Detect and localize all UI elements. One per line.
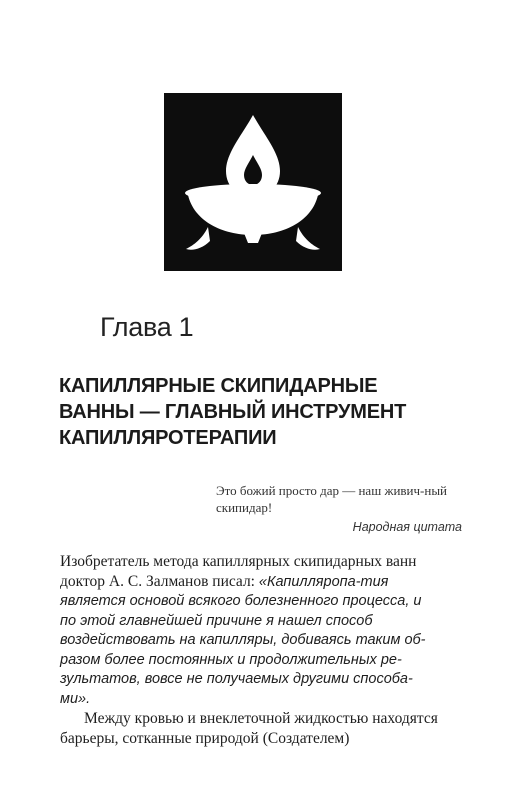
paragraph-line: Между кровью и внеклеточной жидкостью находятся [84,710,438,727]
quote-line: разом более постоянных и продолжительных ре- [60,651,402,668]
paragraph-line: Изобретатель метода капиллярных скипидарных ванн [60,553,417,570]
epigraph-text: Это божий просто дар — наш живич-ный [216,483,448,498]
body-text [60,552,452,748]
chapter-title-line: ВАННЫ — ГЛАВНЫЙ ИНСТРУМЕНТ [59,401,407,423]
chapter-emblem [164,93,342,271]
quote-line: по этой главнейшей причине я нашел способ [60,612,373,629]
epigraph-source: Народная цитата [352,520,462,534]
chapter-title-line: КАПИЛЛЯРНЫЕ СКИПИДАРНЫЕ [59,375,378,397]
paragraph-line [60,572,452,593]
quote-line: зультатов, вовсе не получаемых другими способа- [60,671,413,687]
quote-text: «Капилляропа-тия [258,573,389,590]
epigraph [216,482,462,536]
quote-line: является основой всякого болезненного процесса, и [60,593,422,609]
quote-line: воздействовать на капилляры, добиваясь таким об- [60,632,426,648]
chapter-title-line: КАПИЛЛЯРОТЕРАПИИ [59,427,277,449]
oil-lamp-drop-icon [164,93,342,271]
epigraph-text: скипидар! [216,500,273,515]
paragraph-line: барьеры, сотканные природой (Создателем) [60,729,350,747]
quote-line: ми». [60,690,91,707]
chapter-heading: Глава 1 [100,312,194,342]
chapter-title [59,373,479,451]
paragraph-text: доктор А. С. Залманов писал: [60,572,259,590]
